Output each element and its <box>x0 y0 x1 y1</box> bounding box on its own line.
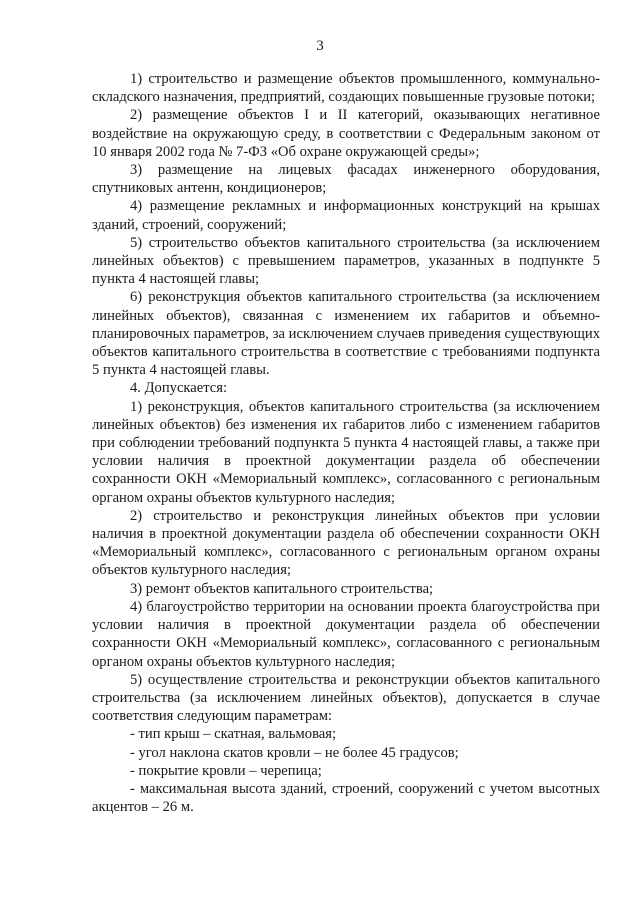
paragraph-prohibited-5: 5) строительство объектов капитального строительства (за исключением линейных объектов) с превышением параметров, указанных в подпункте 5 пункта 4 настоящей главы; <box>92 234 600 288</box>
paragraph-prohibited-1: 1) строительство и размещение объектов промышленного, коммунально-складского назначения, предприятий, создающих повышенные грузовые потоки; <box>92 71 600 106</box>
list-item-roof-covering: - покрытие кровли – черепица; <box>130 762 322 779</box>
section-heading-allowed: 4. Допускается: <box>130 380 228 397</box>
document-body <box>92 70 600 816</box>
paragraph-prohibited-4: 4) размещение рекламных и информационных конструкций на крышах зданий, строений, сооружений; <box>92 198 600 233</box>
paragraph-allowed-3: 3) ремонт объектов капитального строительства; <box>130 580 434 597</box>
paragraph-allowed-2: 2) строительство и реконструкция линейных объектов при условии наличия в проектной документации раздела об обеспечении сохранности ОКН «Мемориальный комплекс», согласованного с региональным органом охраны объектов культурного наследия; <box>92 507 600 579</box>
paragraph-allowed-5: 5) осуществление строительства и реконструкции объектов капитального строительства (за исключением линейных объектов), допускается в случае соответствия следующим параметрам: <box>92 671 600 725</box>
paragraph-prohibited-2: 2) размещение объектов I и II категорий, оказывающих негативное воздействие на окружающую среду, в соответствии с Федеральным законом от 10 января 2002 года № 7-ФЗ «Об охране окружающей среды»; <box>92 107 600 160</box>
paragraph-allowed-1: 1) реконструкция, объектов капитального строительства (за исключением линейных объектов) без изменения их габаритов либо с изменением габаритов при соблюдении требований подпункта 5 пункта 4 настоящей главы, а также при условии наличия в проектной документации раздела об обеспечении сохранности ОКН «Мемориальный комплекс», согласованного с региональным органом охраны объектов культурного наследия; <box>92 398 600 506</box>
paragraph-allowed-4: 4) благоустройство территории на основании проекта благоустройства при условии наличия в проектной документации раздела об обеспечении сохранности ОКН «Мемориальный комплекс», согласованного с региональным органом охраны объектов культурного наследия; <box>92 598 600 670</box>
list-item-max-height: - максимальная высота зданий, строений, сооружений с учетом высотных акцентов – 26 м. <box>92 780 600 816</box>
paragraph-prohibited-3: 3) размещение на лицевых фасадах инженерного оборудования, спутниковых антенн, кондиционеров; <box>92 162 600 197</box>
page-number: 3 <box>316 38 324 54</box>
list-item-roof-angle: - угол наклона скатов кровли – не более 45 градусов; <box>130 744 459 761</box>
paragraph-prohibited-6: 6) реконструкция объектов капитального строительства (за исключением линейных объектов), связанная с изменением их габаритов и объемно-планировочных параметров, за исключением случаев приведения существующих объектов капитального строительства в соответствие с требованиями подпункта 5 пункта 4 настоящей главы. <box>92 289 600 379</box>
list-item-roof-type: - тип крыш – скатная, вальмовая; <box>130 726 337 743</box>
